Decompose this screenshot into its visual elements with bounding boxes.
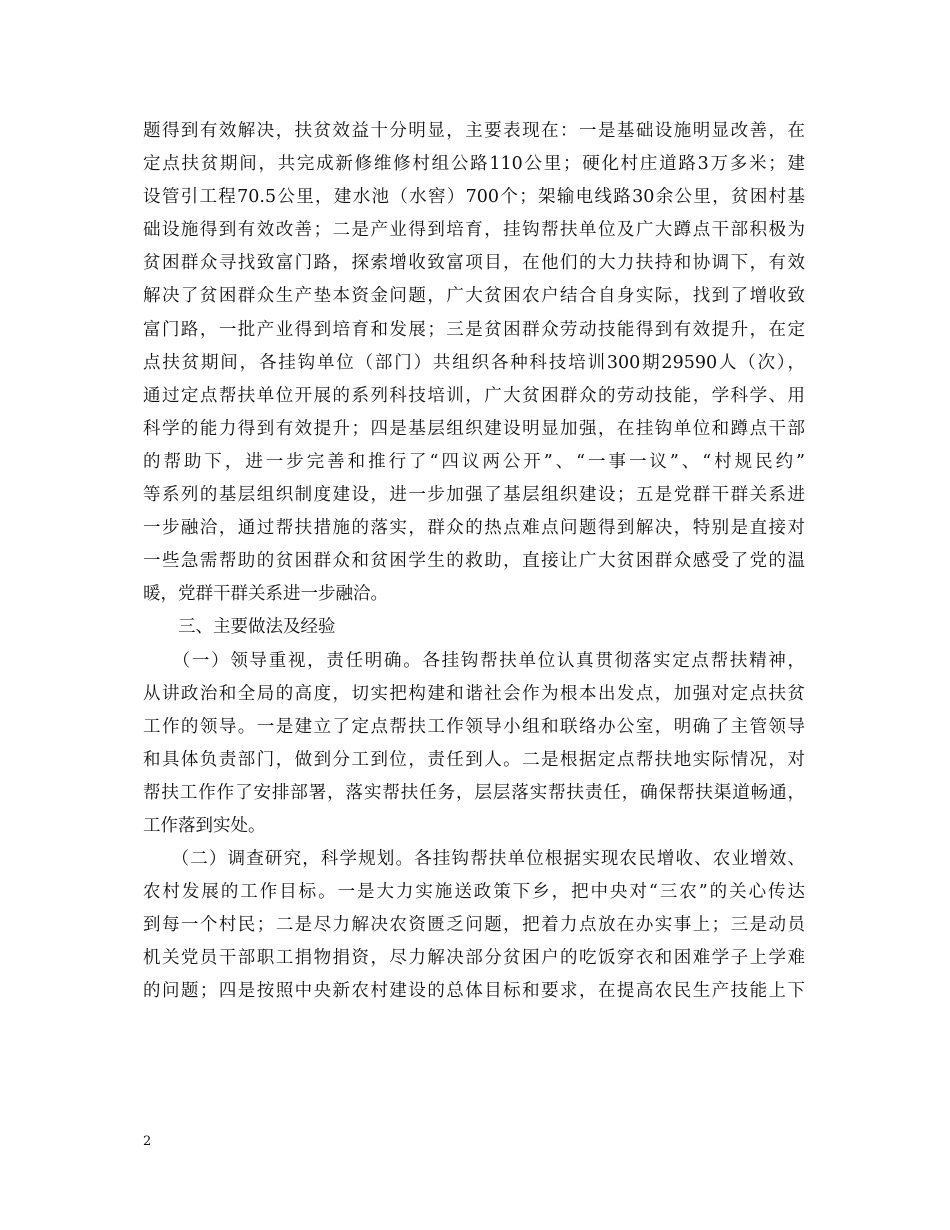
text-line: 工作落到实处。 — [143, 815, 266, 836]
text-line: 帮扶工作作了安排部署，落实帮扶任务，层层落实帮扶责任，确保帮扶渠道畅通， — [143, 782, 805, 803]
text-line: 的问题；四是按照中央新农村建设的总体目标和要求，在提高农民生产技能上下 — [143, 981, 805, 1002]
text-line: 三、主要做法及经验 — [143, 617, 336, 638]
text-line: （一）领导重视，责任明确。各挂钩帮扶单位认真贯彻落实定点帮扶精神， — [143, 650, 805, 671]
text-line: 点扶贫期间，各挂钩单位（部门）共组织各种科技培训300期29590人（次）， — [143, 352, 805, 373]
text-line: 和具体负责部门，做到分工到位，责任到人。二是根据定点帮扶地实际情况，对 — [143, 749, 805, 770]
text-line: 富门路，一批产业得到培育和发展；三是贫困群众劳动技能得到有效提升，在定 — [143, 319, 805, 340]
body-text — [143, 115, 805, 1009]
page-number: 2 — [143, 1134, 152, 1149]
text-line: 题得到有效解决，扶贫效益十分明显，主要表现在：一是基础设施明显改善，在 — [143, 121, 805, 141]
text-line: 通过定点帮扶单位开展的系列科技培训，广大贫困群众的劳动技能，学科学、用 — [143, 385, 805, 406]
text-line: 机关党员干部职工捐物捐资，尽力解决部分贫困户的吃饭穿衣和困难学子上学难 — [143, 948, 805, 969]
text-line: 到每一个村民；二是尽力解决农资匮乏问题，把着力点放在办实事上；三是动员 — [143, 915, 805, 936]
text-line: 贫困群众寻找致富门路，探索增收致富项目，在他们的大力扶持和协调下，有效 — [143, 253, 805, 274]
text-line: 科学的能力得到有效提升；四是基层组织建设明显加强，在挂钩单位和蹲点干部 — [143, 418, 805, 439]
text-line: 的帮助下，进一步完善和推行了“四议两公开”、“一事一议”、“村规民约” — [143, 451, 805, 472]
text-line: 一些急需帮助的贫困群众和贫困学生的救助，直接让广大贫困群众感受了党的温 — [143, 551, 805, 572]
text-line: 工作的领导。一是建立了定点帮扶工作领导小组和联络办公室，明确了主管领导 — [143, 716, 805, 737]
text-line: 从讲政治和全局的高度，切实把构建和谐社会作为根本出发点，加强对定点扶贫 — [143, 683, 805, 704]
text-line: 农村发展的工作目标。一是大力实施送政策下乡，把中央对“三农”的关心传达 — [143, 882, 805, 903]
text-line: 设管引工程70.5公里，建水池（水窖）700个；架输电线路30余公里，贫困村基 — [143, 187, 805, 208]
text-line: 一步融洽，通过帮扶措施的落实，群众的热点难点问题得到解决，特别是直接对 — [143, 518, 805, 539]
text-line: 解决了贫困群众生产垫本资金问题，广大贫困农户结合自身实际，找到了增收致 — [143, 286, 805, 307]
text-line: 暖，党群干群关系进一步融洽。 — [143, 584, 388, 605]
text-line: （二）调查研究，科学规划。各挂钩帮扶单位根据实现农民增收、农业增效、 — [143, 849, 805, 870]
text-line: 础设施得到有效改善；二是产业得到培育，挂钩帮扶单位及广大蹲点干部积极为 — [143, 220, 805, 241]
text-line: 等系列的基层组织制度建设，进一步加强了基层组织建设；五是党群干群关系进 — [143, 485, 805, 506]
text-line: 定点扶贫期间，共完成新修维修村组公路110公里；硬化村庄道路3万多米；建 — [143, 154, 805, 175]
